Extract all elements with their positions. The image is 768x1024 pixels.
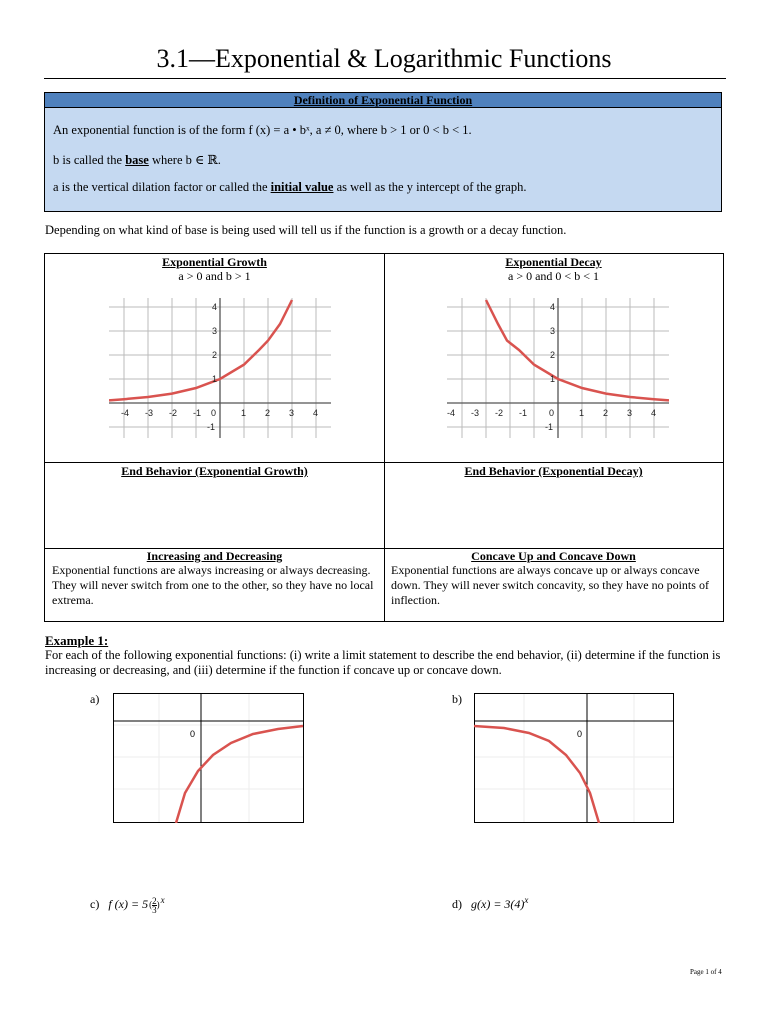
dy-tick-3: 1 bbox=[550, 374, 556, 384]
example-instructions: For each of the following exponential functions: (i) write a limit statement to describe the end behavior, (ii) determine if the function is increasing or decreasing, and (iii) determine if the function if concave up or concave down. bbox=[45, 648, 721, 677]
example-heading: Example 1: bbox=[45, 633, 109, 648]
definition-heading: Definition of Exponential Function bbox=[45, 93, 721, 108]
part-c-denominator: 3 bbox=[152, 904, 157, 915]
gy-tick-1: 3 bbox=[212, 326, 218, 336]
line2-pre: b is called the bbox=[53, 153, 126, 167]
decay-heading: Exponential Decay bbox=[505, 255, 602, 269]
decay-graph bbox=[447, 298, 669, 438]
gy-tick-0: 4 bbox=[212, 302, 218, 312]
part-d-function: g(x) = 3(4) bbox=[471, 897, 525, 911]
dx-tick-8: 4 bbox=[651, 408, 657, 418]
gx-tick-5: 1 bbox=[241, 408, 247, 418]
incdec-heading: Increasing and Decreasing bbox=[146, 549, 283, 563]
intro-text: Depending on what kind of base is being used will tell us if the function is a growth or a decay function. bbox=[45, 223, 567, 237]
concavity-heading: Concave Up and Concave Down bbox=[471, 549, 636, 563]
definition-line-2 bbox=[53, 152, 221, 168]
table-divider-1 bbox=[45, 462, 723, 463]
line2-post: where b ∈ ℝ. bbox=[148, 153, 221, 167]
part-a-origin: 0 bbox=[190, 729, 196, 739]
part-d bbox=[452, 895, 528, 912]
base-term: base bbox=[125, 153, 149, 167]
gx-tick-0: -4 bbox=[121, 408, 130, 418]
growth-condition: a > 0 and b > 1 bbox=[178, 269, 251, 283]
gx-tick-2: -2 bbox=[169, 408, 178, 418]
comparison-table bbox=[44, 253, 724, 622]
definition-line-1: An exponential function is of the form f (x) = a • bˣ, a ≠ 0, where b > 1 or 0 < b < 1. bbox=[53, 123, 472, 137]
dy-tick-0: 4 bbox=[550, 302, 556, 312]
part-d-exponent: x bbox=[524, 895, 529, 905]
page-title: 3.1—Exponential & Logarithmic Functions bbox=[156, 44, 612, 73]
dy-tick-4: -1 bbox=[545, 422, 554, 432]
dx-tick-2: -2 bbox=[495, 408, 504, 418]
gx-tick-8: 4 bbox=[313, 408, 319, 418]
gx-tick-1: -3 bbox=[145, 408, 154, 418]
end-behavior-decay-heading: End Behavior (Exponential Decay) bbox=[464, 464, 643, 478]
line3-post: as well as the y intercept of the graph. bbox=[333, 180, 527, 194]
initial-value-term: initial value bbox=[270, 180, 334, 194]
gx-tick-7: 3 bbox=[289, 408, 295, 418]
concavity-text: Exponential functions are always concave up or always concave down. They will never switch concavity, so they have no points of inflection. bbox=[391, 563, 709, 607]
part-c-label: c) bbox=[90, 897, 100, 911]
growth-curve bbox=[109, 300, 292, 400]
part-b-curve bbox=[474, 726, 599, 823]
page-number: Page 1 of 4 bbox=[690, 968, 722, 976]
part-c-numerator: 2 bbox=[152, 895, 157, 906]
part-d-label: d) bbox=[452, 897, 462, 911]
gy-tick-4: -1 bbox=[207, 422, 216, 432]
growth-heading: Exponential Growth bbox=[162, 255, 267, 269]
end-behavior-growth-heading: End Behavior (Exponential Growth) bbox=[121, 464, 308, 478]
part-c-exponent: x bbox=[160, 895, 165, 905]
table-divider-vertical bbox=[384, 254, 385, 621]
title-rule bbox=[44, 78, 726, 79]
dx-tick-5: 1 bbox=[579, 408, 585, 418]
decay-curve bbox=[486, 300, 669, 400]
dy-tick-1: 3 bbox=[550, 326, 556, 336]
gx-tick-6: 2 bbox=[265, 408, 271, 418]
dx-tick-3: -1 bbox=[519, 408, 528, 418]
incdec-text: Exponential functions are always increasing or always decreasing. They will never switch from one to the other, so they have no local extrema. bbox=[52, 563, 374, 607]
decay-condition: a > 0 and 0 < b < 1 bbox=[508, 269, 599, 283]
definition-box bbox=[44, 92, 722, 212]
dx-tick-6: 2 bbox=[603, 408, 609, 418]
gx-tick-4: 0 bbox=[211, 408, 217, 418]
part-c bbox=[90, 895, 165, 914]
part-b-graph bbox=[474, 693, 674, 823]
line3-pre: a is the vertical dilation factor or called the bbox=[53, 180, 271, 194]
gy-tick-2: 2 bbox=[212, 350, 218, 360]
dx-tick-1: -3 bbox=[471, 408, 480, 418]
part-b-origin: 0 bbox=[577, 729, 583, 739]
dx-tick-7: 3 bbox=[627, 408, 633, 418]
part-a-graph bbox=[113, 693, 304, 823]
gx-tick-3: -1 bbox=[193, 408, 202, 418]
part-c-function: f (x) = 5 bbox=[108, 897, 149, 911]
gy-tick-3: 1 bbox=[212, 374, 218, 384]
dx-tick-4: 0 bbox=[549, 408, 555, 418]
dy-tick-2: 2 bbox=[550, 350, 556, 360]
part-b-label: b) bbox=[452, 692, 462, 706]
growth-graph bbox=[109, 298, 331, 438]
part-a-label: a) bbox=[90, 692, 100, 706]
part-c-fraction: ( $\frac{2}{3}$ ) bbox=[149, 895, 160, 915]
part-a-curve bbox=[176, 726, 303, 823]
definition-line-3 bbox=[53, 180, 526, 195]
dx-tick-0: -4 bbox=[447, 408, 456, 418]
